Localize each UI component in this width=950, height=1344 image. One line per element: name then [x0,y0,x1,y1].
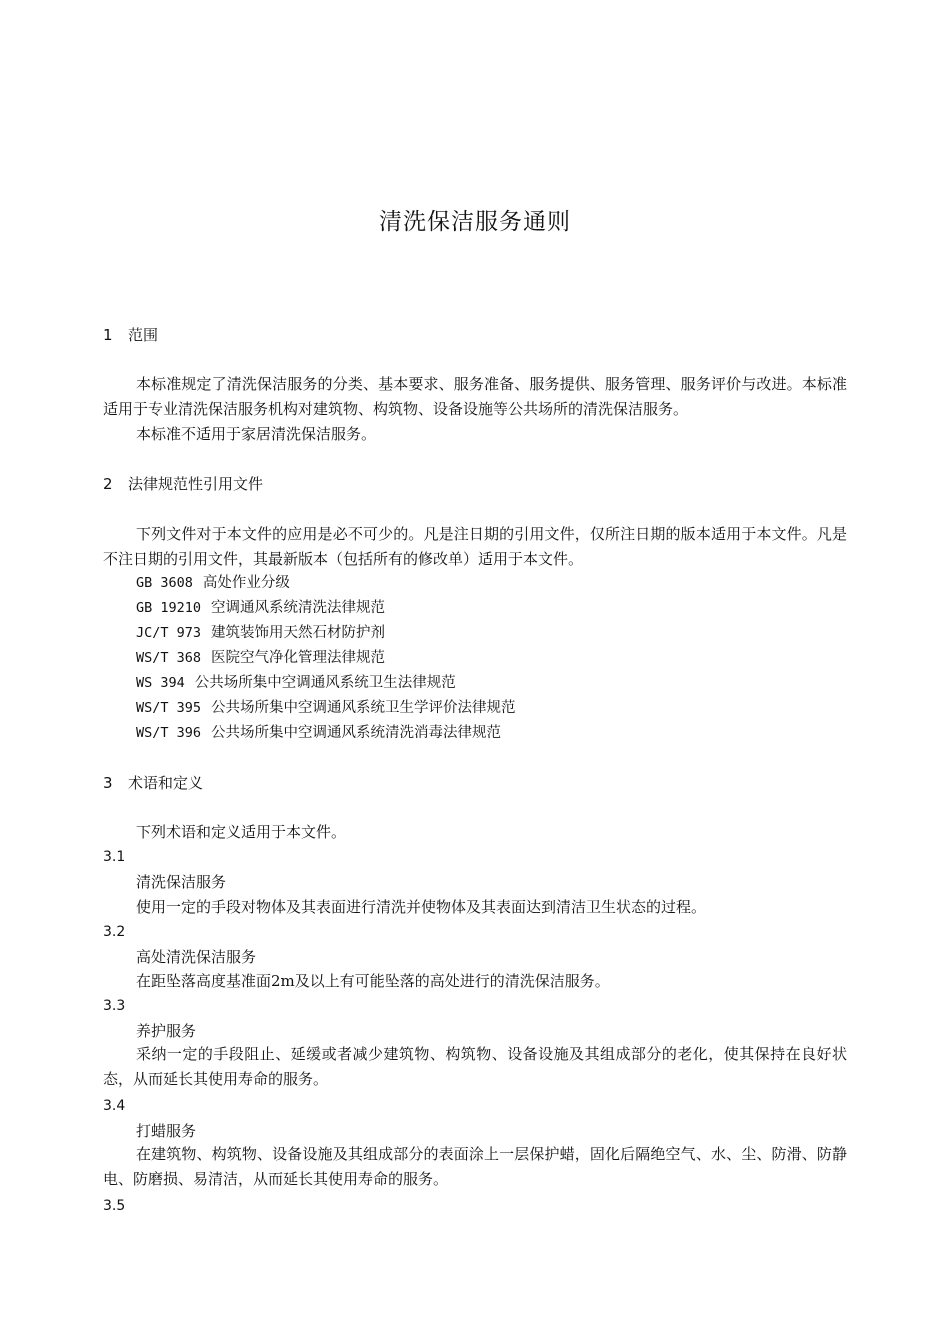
reference-code: WS/T 396 [136,725,202,741]
section-1-heading [103,324,158,346]
reference-item [136,647,385,669]
reference-title: 建筑装饰用天然石材防护剂 [211,625,386,641]
reference-title: 公共场所集中空调通风系统清洗消毒法律规范 [211,725,502,741]
section-title: 法律规范性引用文件 [128,475,264,493]
reference-item [136,722,501,744]
reference-title: 高处作业分级 [202,575,290,591]
reference-code: JC/T 973 [136,625,202,641]
reference-code: WS/T 395 [136,700,202,716]
section-2-heading [103,473,263,495]
reference-code: GB 3608 [136,575,193,591]
reference-title: 公共场所集中空调通风系统卫生法律规范 [194,675,456,691]
section-number: 1 [103,326,113,344]
reference-title: 公共场所集中空调通风系统卫生学评价法律规范 [211,700,516,716]
document-title: 清洗保洁服务通则 [379,209,571,235]
reference-item [136,572,290,594]
reference-item [136,697,516,719]
section-1-paragraph-2: 本标准不适用于家居清洗保洁服务。 [136,425,377,443]
term-number: 3.3 [103,998,126,1014]
term-definition: 采纳一定的手段阻止、延缓或者减少建筑物、构筑物、设备设施及其组成部分的老化，使其保持在良好状态，从而延长其使用寿命的服务。 [103,1045,847,1088]
reference-title: 空调通风系统清洗法律规范 [211,600,386,616]
section-number: 3 [103,774,113,792]
term-number: 3.4 [103,1098,126,1114]
reference-item [136,672,456,694]
term-definition: 在建筑物、构筑物、设备设施及其组成部分的表面涂上一层保护蜡，固化后隔绝空气、水、尘、防滑、防静电、防磨损、易清洁，从而延长其使用寿命的服务。 [103,1145,847,1188]
section-2-intro: 下列文件对于本文件的应用是必不可少的。凡是注日期的引用文件，仅所注日期的版本适用于本文件。凡是不注日期的引用文件，其最新版本（包括所有的修改单）适用于本文件。 [103,525,847,568]
section-number: 2 [103,475,113,493]
term-number: 3.2 [103,924,126,940]
term-number: 3.5 [103,1198,126,1214]
term-name: 打蜡服务 [136,1122,197,1140]
section-3-heading [103,772,203,794]
term-number: 3.1 [103,849,126,865]
term-name: 养护服务 [136,1022,197,1040]
term-name: 清洗保洁服务 [136,873,227,891]
section-1-paragraph-1: 本标准规定了清洗保洁服务的分类、基本要求、服务准备、服务提供、服务管理、服务评价与改进。本标准适用于专业清洗保洁服务机构对建筑物、构筑物、设备设施等公共场所的清洗保洁服务。 [103,375,847,418]
reference-item [136,597,385,619]
reference-title: 医院空气净化管理法律规范 [211,650,386,666]
reference-code: GB 19210 [136,600,202,616]
reference-code: WS/T 368 [136,650,202,666]
section-3-intro: 下列术语和定义适用于本文件。 [136,823,347,841]
section-title: 范围 [128,326,159,344]
reference-code: WS 394 [136,675,185,691]
reference-item [136,622,385,644]
term-name: 高处清洗保洁服务 [136,948,257,966]
term-definition: 在距坠落高度基准面2m及以上有可能坠落的高处进行的清洗保洁服务。 [136,972,610,990]
term-definition: 使用一定的手段对物体及其表面进行清洗并使物体及其表面达到清洁卫生状态的过程。 [136,898,707,916]
section-title: 术语和定义 [128,774,204,792]
